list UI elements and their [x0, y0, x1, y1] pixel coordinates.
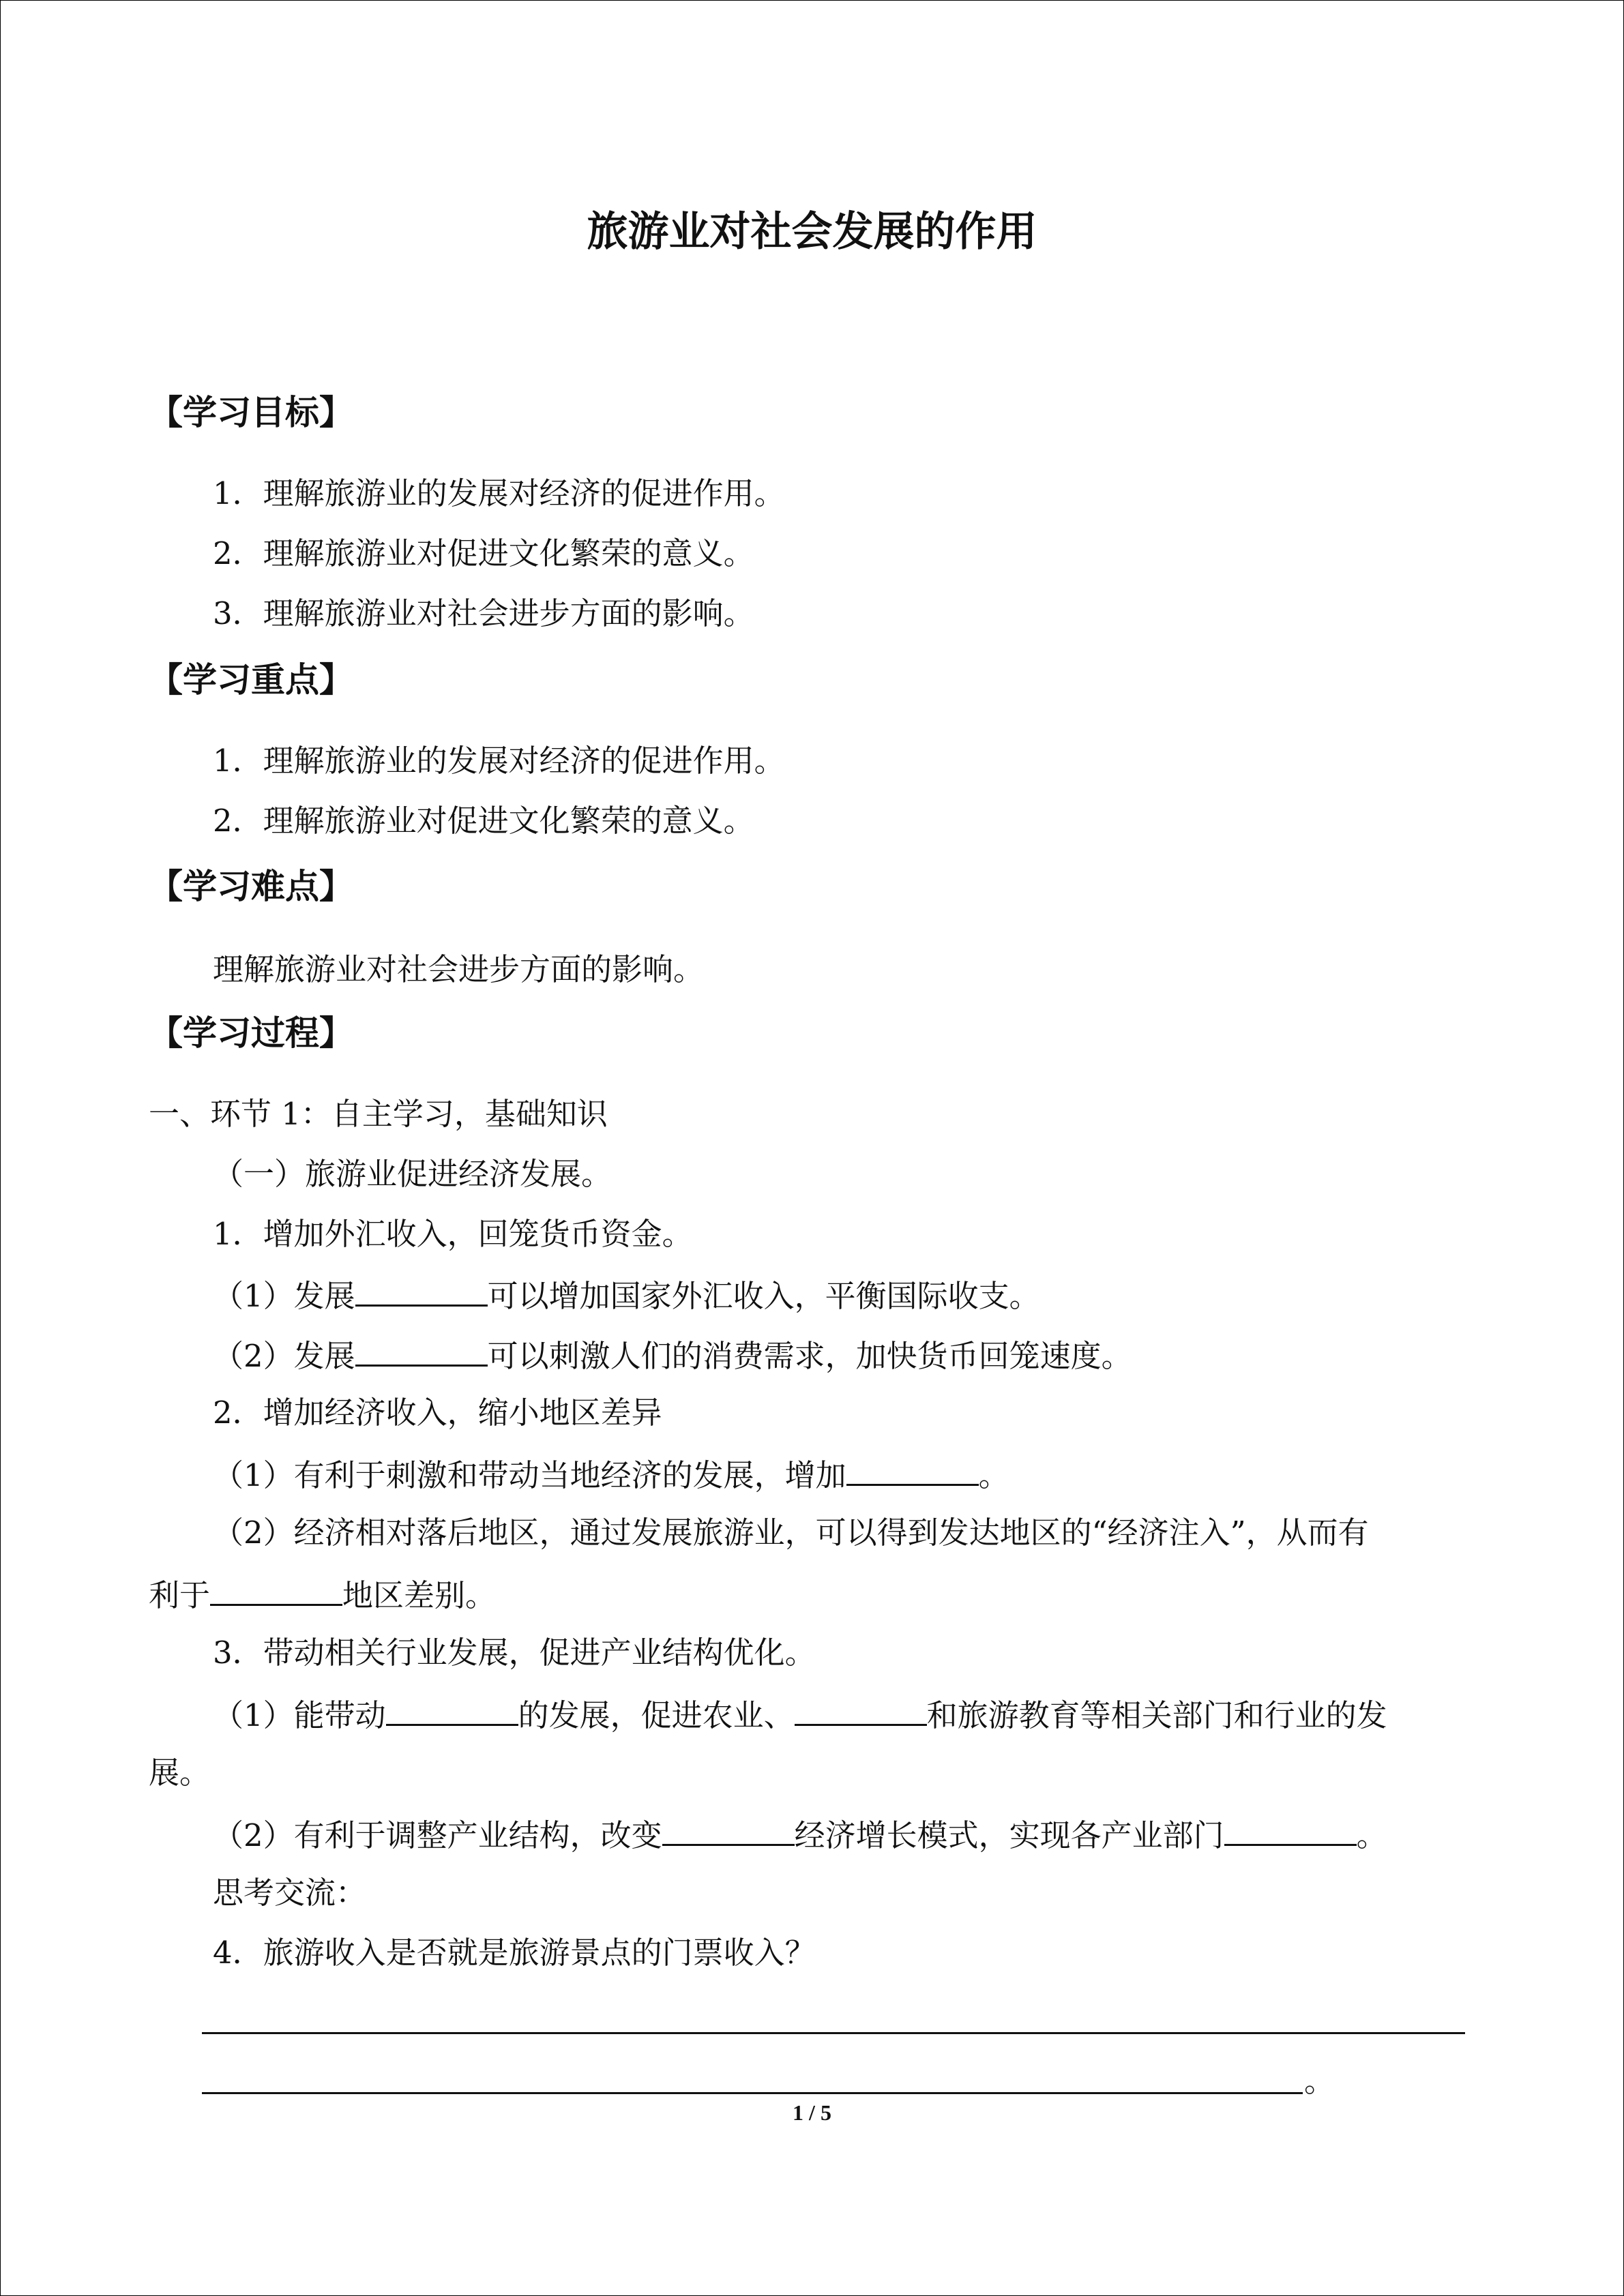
text: 。: [978, 1457, 1009, 1493]
text: （1）发展: [213, 1278, 355, 1314]
fill-blank[interactable]: [662, 1811, 795, 1846]
heading-key-points: 【学习重点】: [149, 660, 353, 700]
point-2-2-line2: [149, 1571, 496, 1617]
point-1-2: [213, 1332, 1132, 1378]
heading-goals: 【学习目标】: [149, 393, 353, 432]
text: 的发展，促进农业、: [518, 1697, 795, 1733]
page-title: 旅游业对社会发展的作用: [587, 208, 1037, 256]
text: 。: [1356, 1817, 1387, 1853]
goal-item-2: 2．理解旅游业对促进文化繁荣的意义。: [213, 535, 754, 571]
fill-blank[interactable]: [386, 1691, 518, 1726]
page-number: 1 / 5: [793, 2100, 831, 2125]
point-3-2: [213, 1811, 1387, 1858]
point-3-1-line1: [213, 1691, 1387, 1738]
text: （2）发展: [213, 1338, 355, 1374]
answer-line-2[interactable]: [202, 2092, 1303, 2094]
point-2: 2．增加经济收入，缩小地区差异: [213, 1395, 662, 1431]
heading-process: 【学习过程】: [149, 1013, 353, 1053]
text: （1）有利于刺激和带动当地经济的发展，增加: [213, 1457, 846, 1493]
point-1-1: [213, 1272, 1040, 1318]
point-2-1: [213, 1451, 1009, 1497]
answer-end-period: 。: [1304, 2063, 1335, 2099]
fill-blank[interactable]: [846, 1451, 979, 1486]
text: 和旅游教育等相关部门和行业的发: [926, 1697, 1387, 1733]
point-3: 3．带动相关行业发展，促进产业结构优化。: [213, 1635, 816, 1671]
fill-blank[interactable]: [355, 1332, 488, 1367]
text: 地区差别。: [342, 1577, 497, 1613]
text: （1）能带动: [213, 1697, 386, 1733]
text: （2）有利于调整产业结构，改变: [213, 1817, 662, 1853]
point-2-2-line1: （2）经济相对落后地区，通过发展旅游业，可以得到发达地区的“经济注入”，从而有: [213, 1515, 1369, 1551]
text: 利于: [149, 1577, 211, 1613]
point-3-1-line2: 展。: [149, 1755, 211, 1791]
fill-blank[interactable]: [355, 1272, 488, 1307]
question-4: 4．旅游收入是否就是旅游景点的门票收入？: [213, 1935, 816, 1971]
text: 可以增加国家外汇收入，平衡国际收支。: [487, 1278, 1040, 1314]
heading-difficulties: 【学习难点】: [149, 867, 353, 906]
text: 可以刺激人们的消费需求，加快货币回笼速度。: [487, 1338, 1132, 1374]
point-1: 1．增加外汇收入，回笼货币资金。: [213, 1216, 693, 1252]
part-1-title: 一、环节 1：自主学习，基础知识: [149, 1096, 608, 1132]
discussion-label: 思考交流：: [213, 1875, 367, 1911]
goal-item-3: 3．理解旅游业对社会进步方面的影响。: [213, 595, 754, 631]
difficulty-item-1: 理解旅游业对社会进步方面的影响。: [213, 951, 705, 987]
goal-item-1: 1．理解旅游业的发展对经济的促进作用。: [213, 475, 785, 511]
fill-blank[interactable]: [795, 1691, 927, 1726]
text: 经济增长模式，实现各产业部门: [794, 1817, 1224, 1853]
fill-blank[interactable]: [210, 1571, 342, 1606]
key-point-item-2: 2．理解旅游业对促进文化繁荣的意义。: [213, 803, 754, 839]
key-point-item-1: 1．理解旅游业的发展对经济的促进作用。: [213, 743, 785, 779]
sub-section-1: （一）旅游业促进经济发展。: [213, 1156, 612, 1192]
answer-line-1[interactable]: [202, 2032, 1465, 2034]
fill-blank[interactable]: [1224, 1811, 1357, 1846]
